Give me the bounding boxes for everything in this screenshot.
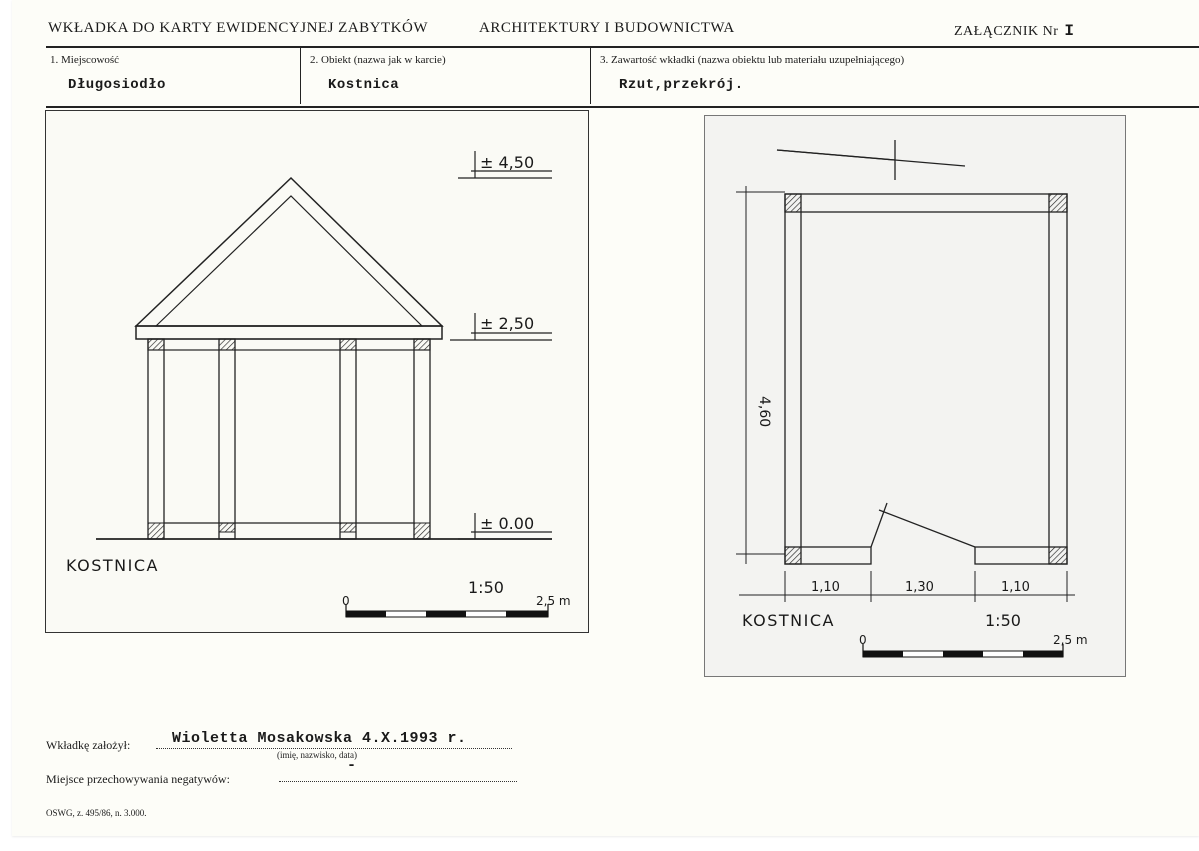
dim-vertical (736, 186, 785, 564)
plan-scale: 1:50 (985, 611, 1021, 630)
elevation-svg (46, 111, 588, 632)
annex-label: ZAŁĄCZNIK Nr (954, 24, 1059, 39)
post-hatching (148, 339, 430, 539)
header-rule-top (46, 46, 1199, 48)
dim-bottom-2: 1,30 (905, 580, 934, 595)
author-hint: (imię, nazwisko, data) (277, 750, 357, 760)
roof-gable-inner (156, 196, 422, 326)
roof-beam (136, 326, 442, 339)
post-1 (148, 339, 164, 539)
dim-vertical-label: 4,60 (756, 396, 772, 428)
door-leaves (871, 503, 975, 547)
post-4 (414, 339, 430, 539)
level-markers (450, 151, 552, 539)
content-label: 3. Zawartość wkładki (nazwa obiektu lub materiału uzupełniającego) (600, 54, 905, 66)
elevation-scale: 1:50 (468, 578, 504, 597)
print-code: OSWG, z. 495/86, n. 3.000. (46, 808, 147, 818)
elevation-bar-end: 2,5 m (536, 594, 571, 608)
north-arrow (777, 140, 965, 180)
level-label-top: ± 4,50 (480, 153, 535, 172)
elevation-caption: KOSTNICA (66, 556, 159, 575)
object-value: Kostnica (328, 77, 400, 93)
locality-label: 1. Miejscowość (50, 54, 120, 66)
annex-number (954, 22, 1074, 40)
level-label-ground: ± 0.00 (480, 514, 535, 533)
plan-corner-hatching (785, 194, 1067, 564)
author-label: Wkładkę założył: (46, 738, 131, 752)
level-label-middle: ± 2,50 (480, 314, 535, 333)
locality-value: Długosiodło (68, 77, 166, 93)
plan-walls (785, 194, 1067, 564)
post-2 (219, 339, 235, 539)
plan-bar-end: 2,5 m (1053, 633, 1088, 647)
plan-caption: KOSTNICA (742, 611, 835, 630)
negatives-value: - (347, 757, 357, 774)
object-label: 2. Obiekt (nazwa jak w karcie) (310, 54, 446, 66)
content-value: Rzut,przekrój. (619, 77, 744, 93)
posts (148, 339, 430, 539)
author-dotted-line (156, 748, 512, 749)
elevation-drawing (45, 110, 589, 633)
header-rule-bottom (46, 106, 1199, 108)
negatives-label: Miejsce przechowywania negatywów: (46, 772, 230, 786)
record-sheet (12, 0, 1199, 836)
field-divider-2 (590, 46, 591, 104)
plan-scale-bar (863, 644, 1063, 657)
dim-bottom-1: 1,10 (811, 580, 840, 595)
sheet-title-category: ARCHITEKTURY I BUDOWNICTWA (479, 20, 735, 36)
plan-bar-start: 0 (859, 633, 867, 647)
post-3 (340, 339, 356, 539)
elevation-bar-start: 0 (342, 594, 350, 608)
roof-gable (136, 178, 442, 326)
author-value: Wioletta Mosakowska 4.X.1993 r. (172, 730, 467, 747)
annex-value: I (1064, 22, 1075, 40)
sheet-title: WKŁADKA DO KARTY EWIDENCYJNEJ ZABYTKÓW (48, 20, 428, 36)
plan-svg (705, 116, 1125, 676)
elevation-scale-bar (346, 604, 548, 617)
dim-bottom-3: 1,10 (1001, 580, 1030, 595)
tie-beam (148, 339, 430, 350)
field-divider-1 (300, 46, 301, 104)
negatives-dotted-line (279, 781, 517, 782)
floor-plan-drawing (704, 115, 1126, 677)
